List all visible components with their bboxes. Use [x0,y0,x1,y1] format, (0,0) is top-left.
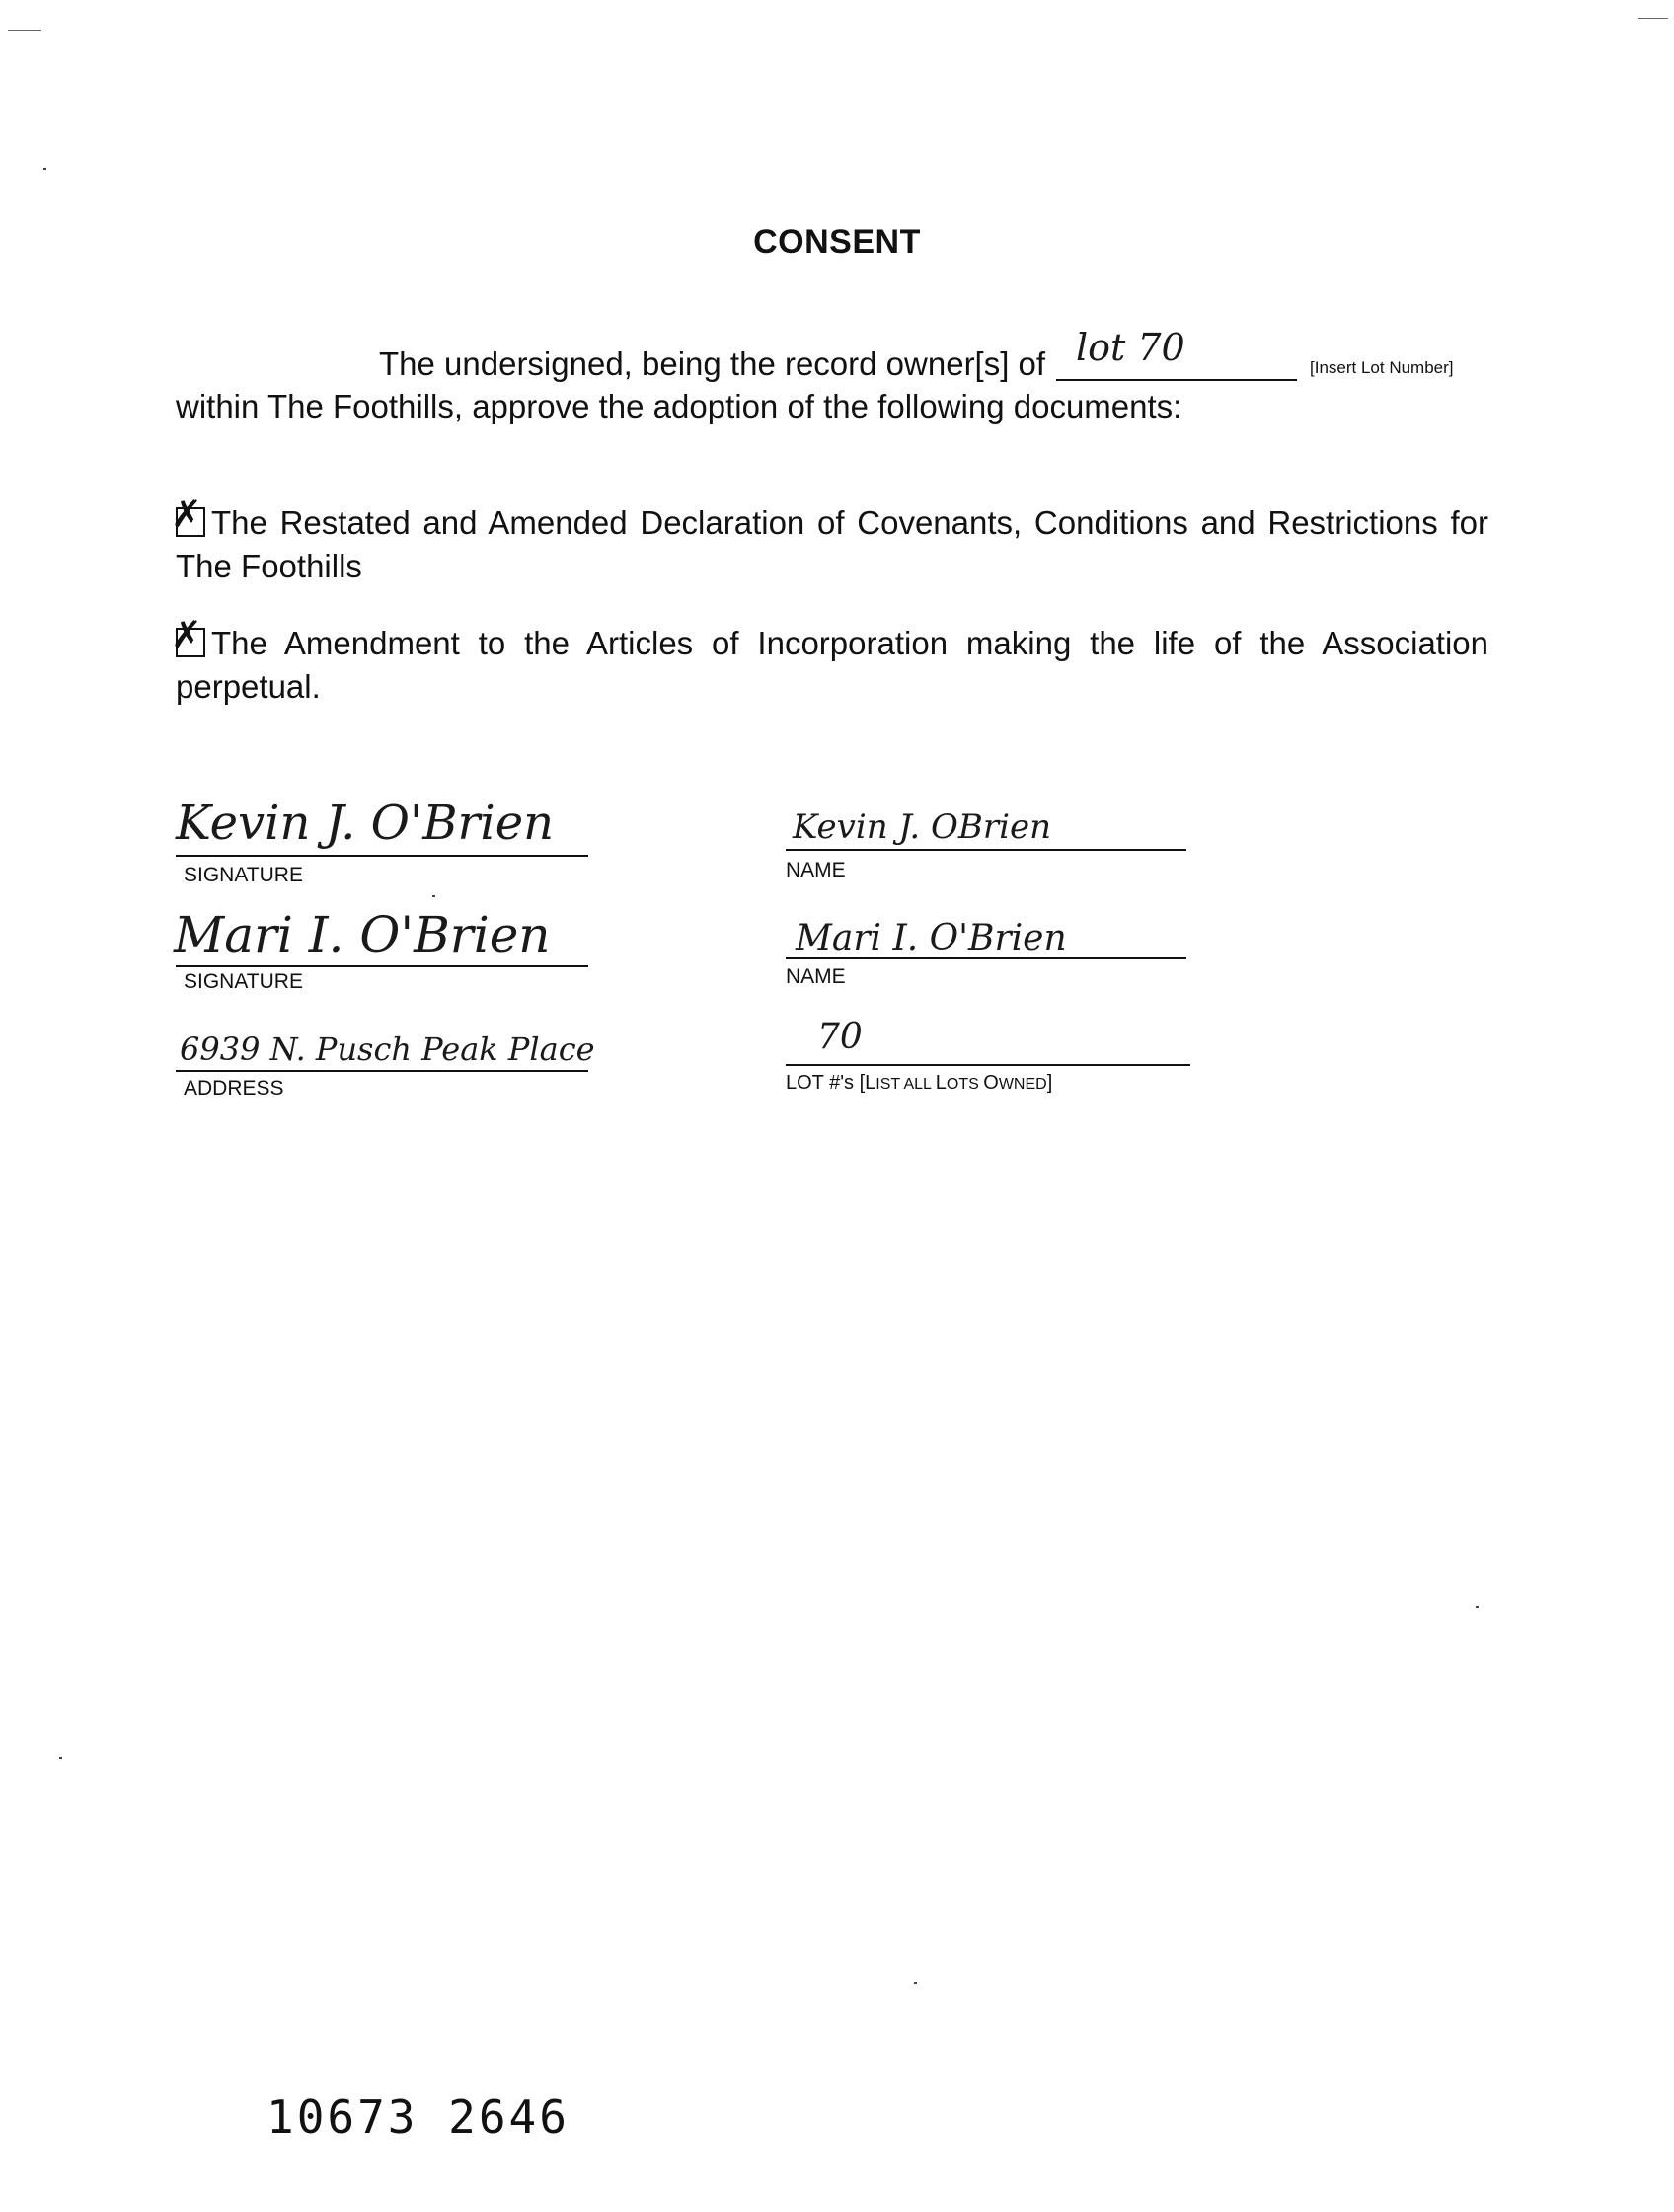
checkbox-declaration [171,493,205,537]
name2-line [786,957,1186,959]
signature1-handwritten: Kevin J. O'Brien [176,796,555,851]
scan-mark-top-right [1638,18,1668,19]
document-title: CONSENT [753,223,921,261]
checkmark-x-icon: ✗ [171,613,202,656]
scan-speck [43,168,46,170]
lots-handwritten: 70 [817,1017,863,1057]
address-handwritten: 6939 N. Pusch Peak Place [180,1030,595,1068]
lots-caption: LOT #'s [LIST ALL LOTS OWNED] [786,1072,1053,1094]
name1-caption: NAME [786,859,846,881]
address-caption: ADDRESS [184,1077,284,1100]
scan-speck [1476,1606,1479,1608]
name2-handwritten: Mari I. O'Brien [796,918,1067,958]
signature2-caption: SIGNATURE [184,970,303,993]
recording-number: 10673 2646 [266,2091,570,2144]
intro-text-line1: The undersigned, being the record owner[s] of [379,345,1046,382]
lots-line [786,1064,1190,1066]
scan-mark-top-left [8,30,41,31]
lot-number-handwritten: lot 70 [1076,326,1185,369]
signature2-line [176,965,588,967]
scan-speck [59,1757,62,1759]
name1-handwritten: Kevin J. OBrien [793,807,1052,847]
signature1-line [176,855,588,857]
scan-speck [914,1982,917,1984]
signature2-handwritten: Mari I. O'Brien [174,906,551,963]
signature1-caption: SIGNATURE [184,864,303,886]
name1-line [786,849,1186,851]
intro-text-line2: within The Foothills, approve the adoption of the following documents: [176,388,1182,424]
item-text-amendment: The Amendment to the Articles of Incorporation making the life of the Association perpetual. [176,625,1488,705]
scan-speck [432,895,435,897]
checkmark-x-icon: ✗ [171,493,202,536]
address-line [176,1070,588,1072]
item-text-declaration: The Restated and Amended Declaration of Covenants, Conditions and Restrictions for The Foothills [176,504,1488,584]
name2-caption: NAME [786,965,846,988]
checkbox-amendment [171,613,205,657]
insert-lot-note: [Insert Lot Number] [1310,358,1454,377]
document-item-declaration [171,493,1488,588]
document-item-amendment [171,613,1488,709]
